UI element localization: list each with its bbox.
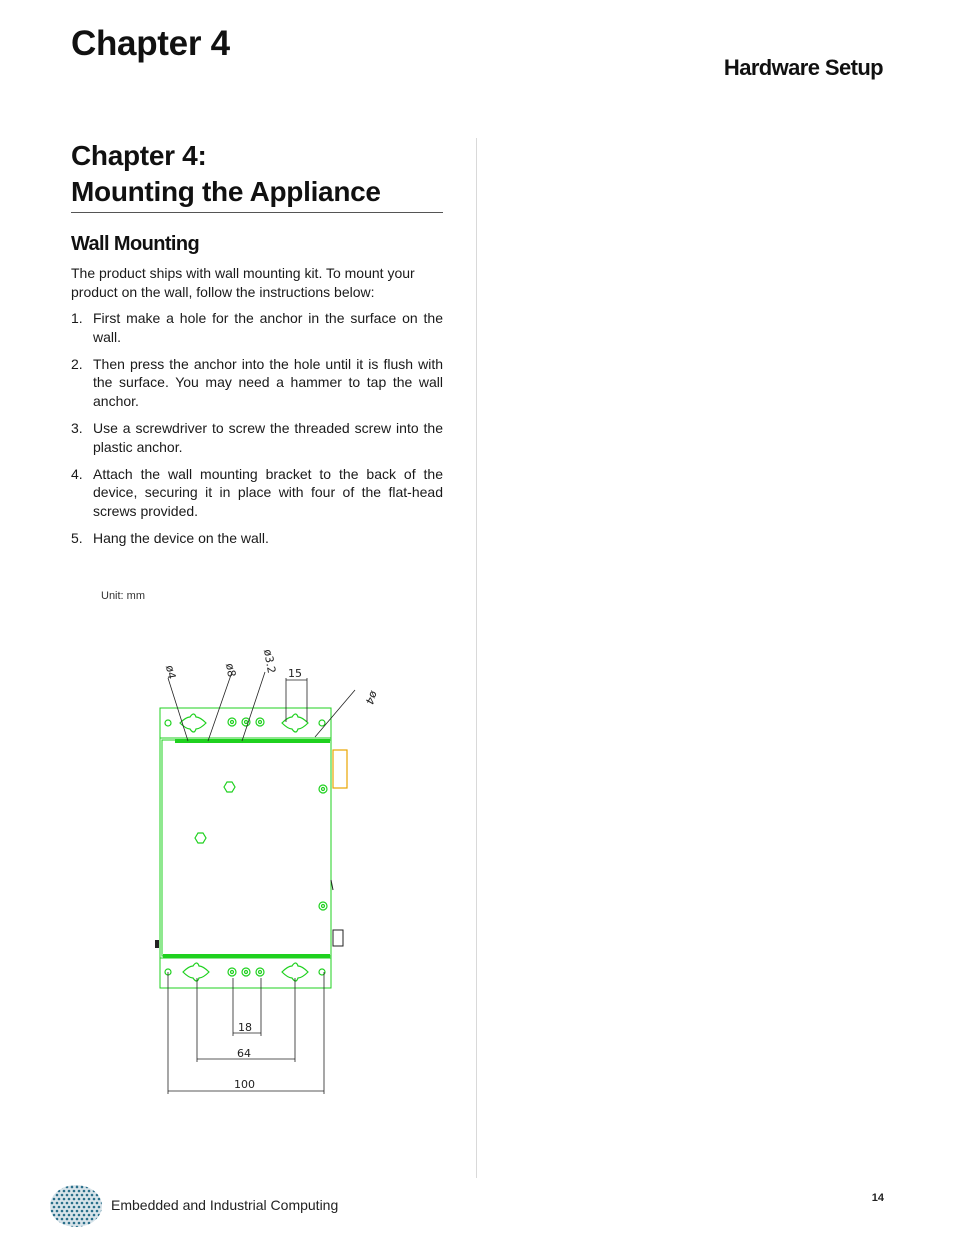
hole bbox=[256, 718, 264, 726]
hole bbox=[165, 720, 171, 726]
hole bbox=[245, 721, 248, 724]
device-body bbox=[162, 740, 331, 956]
step-text: Use a screwdriver to screw the threaded screw into the plastic anchor. bbox=[93, 419, 443, 455]
list-item bbox=[71, 465, 443, 521]
list-item bbox=[71, 309, 443, 347]
hole bbox=[259, 971, 262, 974]
hole bbox=[228, 718, 236, 726]
diameter-label-3-2: ø3.2 bbox=[261, 648, 279, 675]
section-heading: Wall Mounting bbox=[71, 233, 200, 255]
hole bbox=[319, 720, 325, 726]
step-text: Then press the anchor into the hole until it is flush with the surface. You may need a hammer to tap the wall anchor. bbox=[93, 355, 443, 410]
hole bbox=[245, 971, 248, 974]
list-item bbox=[71, 419, 443, 457]
hole bbox=[322, 788, 325, 791]
side-port bbox=[333, 930, 343, 946]
bottom-flange bbox=[163, 954, 330, 958]
diameter-label-right: ø4 bbox=[362, 688, 381, 707]
hole bbox=[242, 968, 250, 976]
unit-note: Unit: mm bbox=[101, 590, 145, 602]
list-item bbox=[71, 355, 443, 411]
step-text: Hang the device on the wall. bbox=[93, 529, 269, 546]
hole bbox=[231, 971, 234, 974]
top-flange bbox=[175, 739, 330, 743]
hole bbox=[256, 968, 264, 976]
diameter-label-8: ø8 bbox=[223, 662, 239, 679]
footer-text: Embedded and Industrial Computing bbox=[111, 1197, 339, 1213]
running-chapter-title: Chapter 4 bbox=[71, 24, 230, 63]
keyhole-slot bbox=[183, 963, 209, 981]
dimension-lines bbox=[168, 672, 355, 1094]
hex-standoff bbox=[195, 833, 206, 843]
globe-logo-icon bbox=[49, 1184, 103, 1228]
chapter-title-line-2: Mounting the Appliance bbox=[71, 176, 381, 207]
step-number: 2. bbox=[71, 355, 83, 372]
step-list bbox=[71, 309, 443, 548]
diameter-label-left: ø4 bbox=[163, 664, 179, 681]
running-section-title: Hardware Setup bbox=[723, 55, 883, 80]
chapter-title bbox=[71, 138, 443, 213]
step-text: Attach the wall mounting bracket to the back of the device, securing it in place with four of the flat-head screws provided. bbox=[93, 465, 443, 520]
step-text: First make a hole for the anchor in the surface on the wall. bbox=[93, 310, 443, 345]
hole bbox=[242, 718, 250, 726]
dimension-label-15: 15 bbox=[288, 667, 302, 680]
hex-standoff bbox=[224, 782, 235, 792]
hole bbox=[319, 785, 327, 793]
main-content bbox=[71, 138, 443, 556]
step-number: 3. bbox=[71, 419, 83, 436]
mounting-holes bbox=[165, 714, 327, 981]
dimension-label-18: 18 bbox=[238, 1021, 252, 1034]
intro-paragraph: The product ships with wall mounting kit. To mount your product on the wall, follow the instructions below: bbox=[71, 265, 415, 300]
hole bbox=[231, 721, 234, 724]
dimension-label-64: 64 bbox=[237, 1047, 251, 1060]
dimension-label-100: 100 bbox=[234, 1078, 255, 1091]
dimension-labels bbox=[163, 648, 381, 1091]
step-number: 4. bbox=[71, 465, 83, 482]
hole bbox=[322, 905, 325, 908]
wall-mount-drawing bbox=[150, 640, 381, 1100]
hole bbox=[319, 902, 327, 910]
bracket-outline bbox=[160, 708, 331, 988]
step-number: 1. bbox=[71, 310, 83, 326]
column-divider bbox=[476, 138, 477, 1178]
hole bbox=[228, 968, 236, 976]
chapter-title-line-1: Chapter 4: bbox=[71, 140, 207, 171]
page-number: 14 bbox=[871, 1192, 884, 1204]
side-tab bbox=[155, 940, 159, 948]
step-number: 5. bbox=[71, 529, 83, 546]
outer-frame bbox=[160, 708, 331, 988]
list-item bbox=[71, 529, 443, 548]
hole bbox=[259, 721, 262, 724]
side-connector bbox=[333, 750, 347, 788]
